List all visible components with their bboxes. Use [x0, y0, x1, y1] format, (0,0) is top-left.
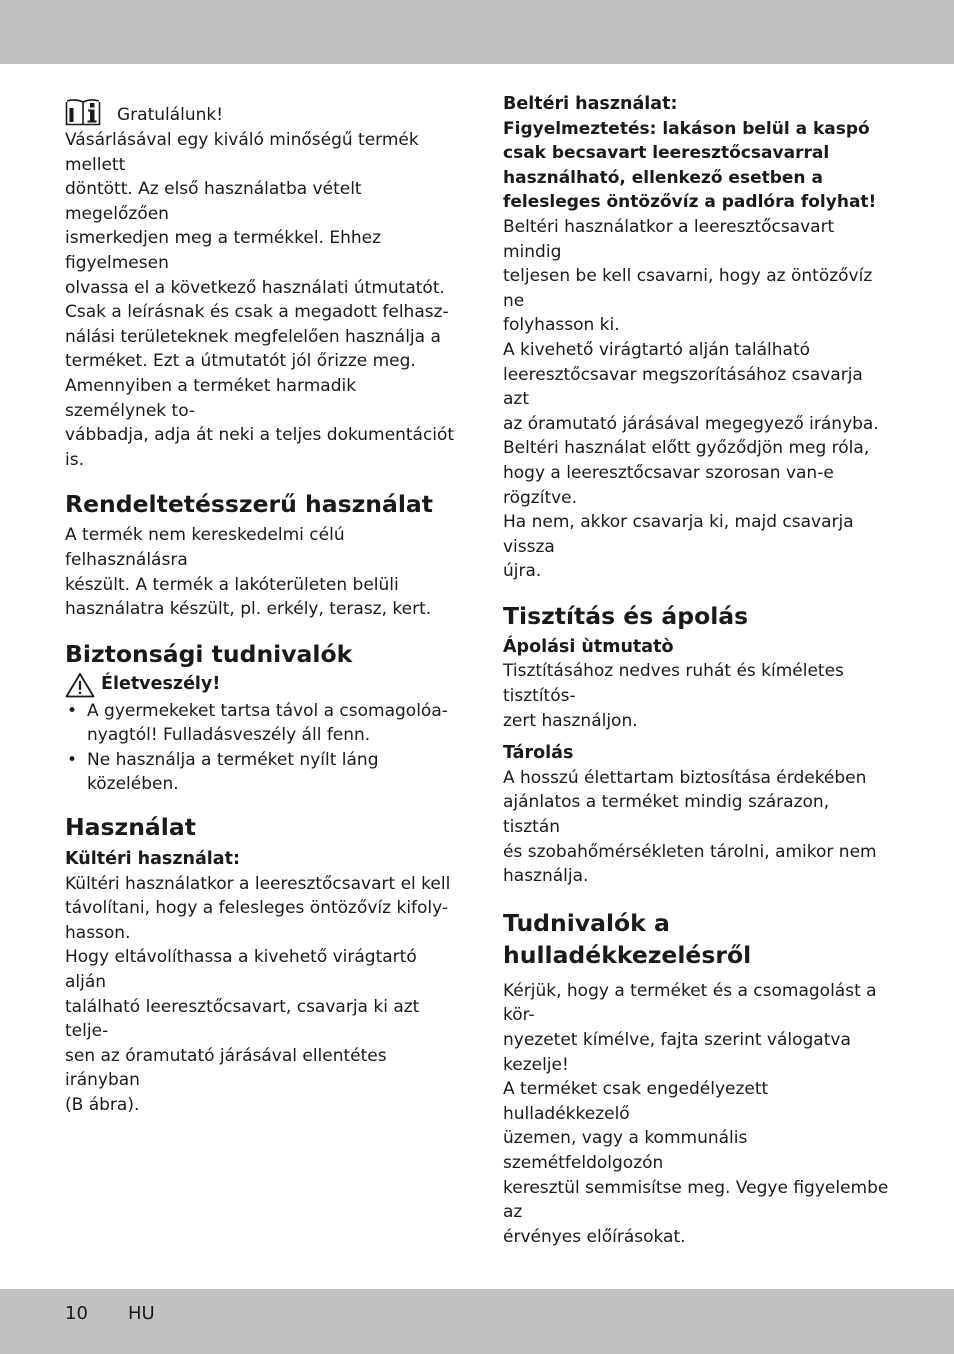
disposal-line: keresztül semmisítse meg. Vegye figyelembe az [503, 1177, 889, 1223]
safety-heading: Biztonsági tudnivalók [65, 639, 353, 668]
indoor-line: Ha nem, akkor csavarja ki, majd csavarja vissza [503, 512, 854, 557]
indoor-warning-line: Figyelmeztetés: lakáson belül a kaspó [503, 118, 870, 139]
page-number: 10 [65, 1303, 88, 1324]
intended-use-line: készült. A termék a lakóterületen belüli [65, 574, 399, 595]
indoor-line: teljesen be kell csavarni, hogy az öntözővíz ne [503, 266, 873, 311]
safety-bullet-line: • Ne használja a terméket nyílt láng közelében. [87, 749, 379, 795]
indoor-line: Beltéri használatkor a leeresztőcsavart mindig [503, 216, 835, 262]
outdoor-line: távolítani, hogy a felesleges öntözővíz kifoly- [65, 898, 449, 919]
disposal-heading-line: Tudnivalók a [503, 908, 670, 937]
intro-line: olvassa el a következő használati útmutatót. [65, 277, 445, 298]
usage-heading: Használat [65, 813, 196, 842]
indoor-line: az óramutató járásával megegyező irányba. [503, 413, 879, 434]
disposal-line: üzemen, vagy a kommunális szemétfeldolgozón [503, 1128, 748, 1173]
safety-bullet-line: • A gyermekeket tartsa távol a csomagolóa- [87, 700, 448, 721]
intro-line: döntött. Az első használatba vételt megelőzően [65, 179, 362, 224]
indoor-line: újra. [503, 561, 542, 582]
intended-use-line: használatra készült, pl. erkély, terasz, kert. [65, 599, 432, 620]
indoor-line: A kivehető virágtartó alján található [503, 339, 811, 360]
storage-text [503, 766, 889, 889]
intended-use-heading: Rendeltetésszerű használat [65, 490, 434, 519]
intro-line: vábbadja, adja át neki a teljes dokumentációt is. [65, 425, 455, 470]
indoor-warning [503, 117, 889, 215]
indoor-line: Beltéri használat előtt győződjön meg róla, [503, 438, 870, 459]
language-code: HU [128, 1303, 155, 1324]
intro-line: Vásárlásával egy kiváló minőségű termék mellett [65, 130, 419, 175]
care-line: Tisztításához nedves ruhát és kíméletes tisztítós- [503, 661, 844, 707]
warning-line [65, 671, 457, 699]
indoor-warning-line: csak becsavart leeresztőcsavarral [503, 143, 830, 164]
intro-line: Amennyiben a terméket harmadik személynek to- [65, 375, 357, 421]
indoor-subheading: Beltéri használat: [503, 94, 678, 114]
warning-label: Életveszély! [101, 674, 221, 695]
intro-line: ismerkedjen meg a termékkel. Ehhez figyelmesen [65, 228, 382, 273]
warning-triangle-icon [65, 672, 95, 698]
outdoor-line: található leeresztőcsavart, csavarja ki azt telje- [65, 996, 420, 1042]
disposal-line: érvényes előírásokat. [503, 1226, 686, 1247]
outdoor-line: Hogy eltávolíthassa a kivehető virágtartó alján [65, 947, 417, 993]
indoor-text [503, 215, 889, 584]
outdoor-line: hasson. [65, 922, 131, 943]
intro-line: Csak a leírásnak és csak a megadott felhasz- [65, 302, 449, 323]
care-line: zert használjon. [503, 710, 638, 731]
disposal-line: A terméket csak engedélyezett hulladékkezelő [503, 1079, 769, 1124]
safety-bullet-line: nyagtól! Fulladásveszély áll fenn. [87, 725, 371, 746]
disposal-line: nyezetet kímélve, fajta szerint válogatva kezelje! [503, 1030, 851, 1075]
safety-list [65, 699, 457, 797]
intended-use-line: A termék nem kereskedelmi célú felhasználásra [65, 525, 345, 570]
disposal-line: Kérjük, hogy a terméket és a csomagolást a kör- [503, 980, 877, 1026]
storage-line: és szobahőmérsékleten tárolni, amikor nem [503, 841, 877, 862]
indoor-line: hogy a leeresztőcsavar szorosan van-e rögzítve. [503, 462, 834, 508]
top-band [0, 0, 954, 64]
book-info-icon [65, 98, 101, 126]
indoor-warning-line: felesleges öntözővíz a padlóra folyhat! [503, 192, 877, 213]
indoor-line: leeresztőcsavar megszorításához csavarja azt [503, 364, 863, 410]
safety-bullet [65, 699, 457, 748]
cleaning-heading: Tisztítás és ápolás [503, 601, 749, 630]
outdoor-text [65, 872, 457, 1118]
intro-text [65, 128, 457, 472]
disposal-heading-line: hulladékkezelésről [503, 940, 752, 969]
safety-bullet [65, 748, 457, 797]
storage-subheading: Tárolás [503, 743, 574, 764]
intended-use-text [65, 523, 457, 621]
indoor-warning-line: használható, ellenkező esetben a [503, 167, 823, 188]
storage-line: A hosszú élettartam biztosítása érdekében [503, 767, 867, 788]
intro-title: Gratulálunk! [117, 105, 224, 126]
storage-line: használja. [503, 866, 589, 887]
intro-line: nálási területeknek megfelelően használja a [65, 326, 441, 347]
outdoor-subheading: Kültéri használat: [65, 849, 240, 870]
disposal-heading [503, 907, 889, 971]
left-column [65, 92, 457, 1118]
outdoor-line: (B ábra). [65, 1095, 140, 1115]
indoor-line: folyhasson ki. [503, 315, 620, 336]
outdoor-line: Kültéri használatkor a leeresztőcsavart el kell [65, 873, 451, 894]
intro-line: terméket. Ezt a útmutatót jól őrizze meg. [65, 351, 416, 372]
outdoor-line: sen az óramutató járásával ellentétes irányban [65, 1045, 387, 1091]
disposal-text [503, 979, 889, 1250]
intro-heading-line [65, 92, 457, 128]
care-text [503, 659, 889, 733]
storage-line: ajánlatos a terméket mindig szárazon, tisztán [503, 792, 830, 838]
right-column [503, 92, 889, 1249]
care-subheading: Ápolási ùtmutatò [503, 636, 674, 657]
